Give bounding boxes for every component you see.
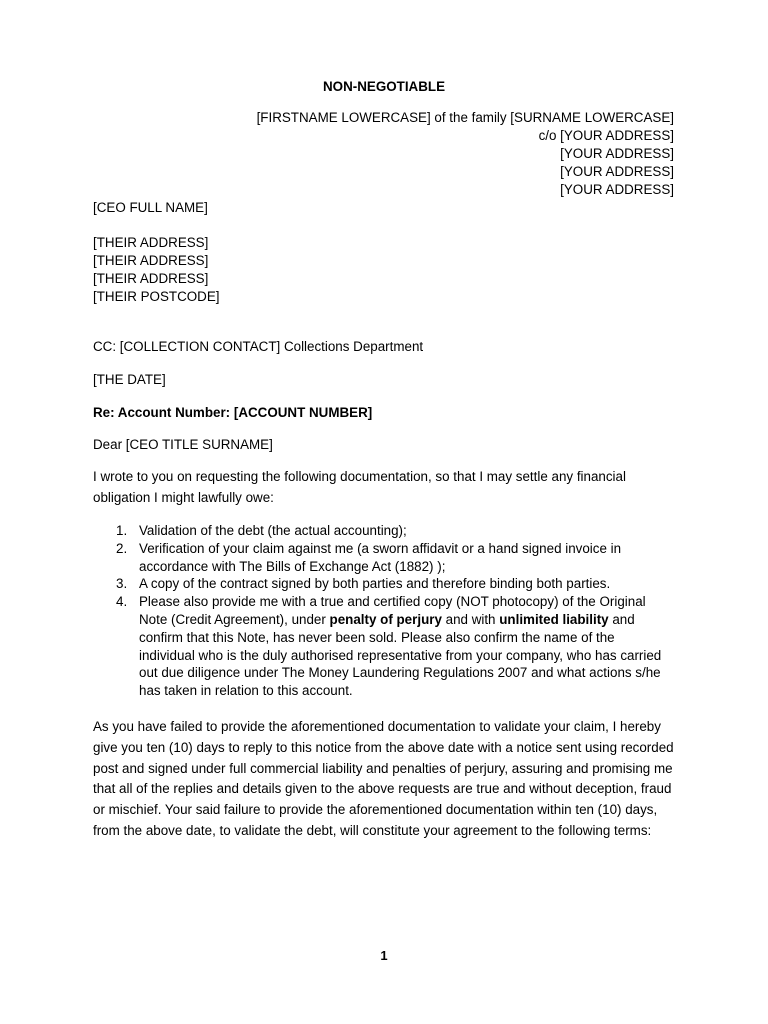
list-item-number: 3. xyxy=(116,576,128,592)
list-item-number: 1. xyxy=(116,523,128,538)
recipient-name: [CEO FULL NAME] xyxy=(93,200,208,215)
list-item-text: Validation of the debt (the actual accounting); xyxy=(139,523,407,538)
emphasis-unlimited-liability: unlimited liability xyxy=(499,611,609,627)
cc-line: CC: [COLLECTION CONTACT] Collections Department xyxy=(93,339,424,354)
recipient-address-line: [THEIR ADDRESS] xyxy=(93,271,209,286)
list-item-text: and confirm that this Note, has never been sold. Please also confirm the name of the individual who is the duly authorised representative from your company, who has carried out due diligence under The Money Laundering Regulations 2007 and what actions s/he has taken in relation to this account. xyxy=(139,611,662,699)
sender-address-line: c/o [YOUR ADDRESS] xyxy=(538,128,674,143)
letter-date: [THE DATE] xyxy=(93,372,166,387)
subject-line: Re: Account Number: [ACCOUNT NUMBER] xyxy=(93,405,373,420)
document-title: NON-NEGOTIABLE xyxy=(323,79,445,94)
list-item-text: and with xyxy=(441,611,500,627)
list-item xyxy=(93,593,663,700)
list-item-text: Verification of your claim against me (a sworn affidavit or a hand signed invoice in accordance with The Bills of Exchange Act (1882) ); xyxy=(139,540,622,574)
closing-paragraph: As you have failed to provide the aforementioned documentation to validate your claim, I hereby give you ten (10) days to reply to this notice from the above date with a notice sent using recorded post and signed under full commercial liability and penalties of perjury, assuring and promising me that all of the replies and details given to the above requests are true and without deception, fraud or mischief. Your said failure to provide the aforementioned documentation within ten (10) days, from the above date, to validate the debt, will constitute your agreement to the following terms: xyxy=(93,719,674,838)
page-number: 1 xyxy=(380,948,388,963)
request-list xyxy=(93,522,663,700)
list-item-text: A copy of the contract signed by both parties and therefore binding both parties. xyxy=(139,576,611,592)
recipient-postcode: [THEIR POSTCODE] xyxy=(93,289,220,304)
recipient-address-line: [THEIR ADDRESS] xyxy=(93,253,209,268)
sender-address-line: [YOUR ADDRESS] xyxy=(560,164,674,179)
sender-address-line: [YOUR ADDRESS] xyxy=(560,146,674,161)
list-item-number: 4. xyxy=(116,594,128,610)
sender-name-line: [FIRSTNAME LOWERCASE] of the family [SURNAME LOWERCASE] xyxy=(256,110,674,125)
intro-paragraph: I wrote to you on requesting the following documentation, so that I may settle any financial obligation I might lawfully owe: xyxy=(93,469,626,505)
list-item xyxy=(93,540,663,576)
list-item xyxy=(93,575,663,593)
list-item-number: 2. xyxy=(116,540,128,556)
emphasis-penalty-of-perjury: penalty of perjury xyxy=(329,611,442,627)
salutation: Dear [CEO TITLE SURNAME] xyxy=(93,437,273,452)
sender-address-line: [YOUR ADDRESS] xyxy=(560,182,674,197)
list-item-text: Please also provide me with a true and certified copy (NOT photocopy) of the Original Note (Credit Agreement), under xyxy=(139,594,646,627)
list-item xyxy=(93,522,663,540)
recipient-address-line: [THEIR ADDRESS] xyxy=(93,235,209,250)
